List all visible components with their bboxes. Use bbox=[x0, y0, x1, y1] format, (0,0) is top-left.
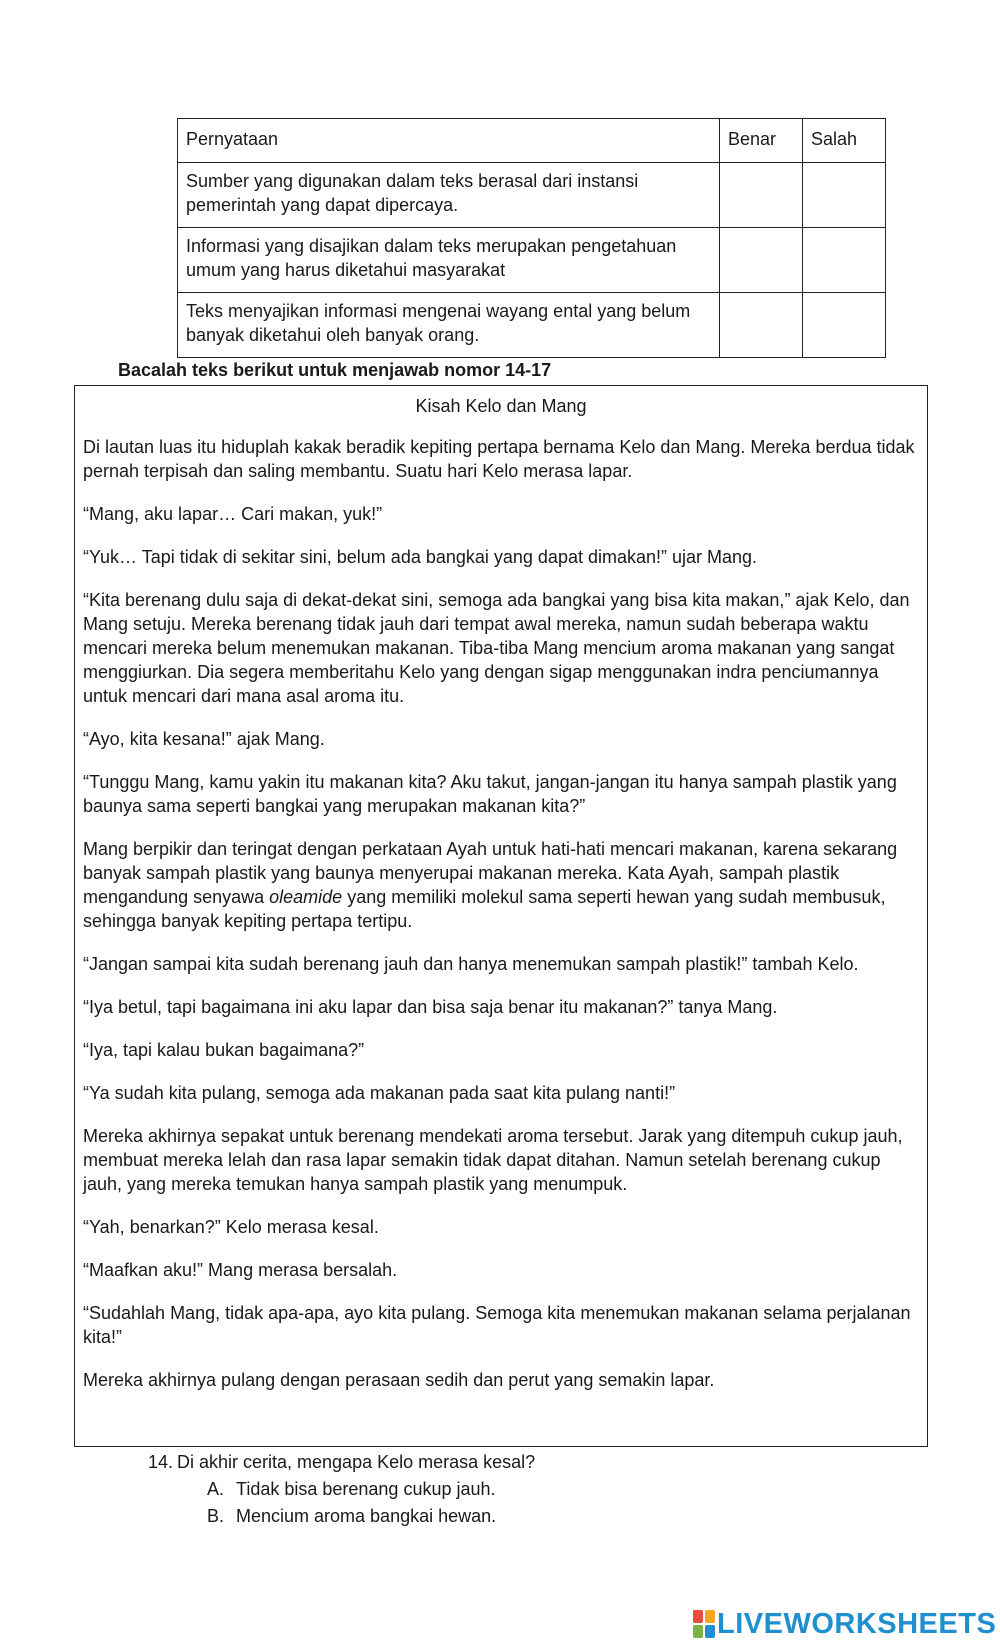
story-text: Mang berpikir dan teringat dengan perkataan Ayah untuk hati-hati mencari makanan, karena sekarang banyak sampah plastik yang baunya menyerupai makanan mereka. Kata Ayah, sampah plastik mengandung senyawa bbox=[83, 839, 898, 907]
option-b-letter[interactable]: B. bbox=[207, 1506, 225, 1526]
header-false: Salah bbox=[803, 119, 886, 163]
statement-cell: Informasi yang disajikan dalam teks merupakan pengetahuan umum yang harus diketahui masyarakat bbox=[178, 228, 720, 293]
false-answer-cell[interactable] bbox=[803, 293, 886, 358]
story-paragraph: “Jangan sampai kita sudah berenang jauh dan hanya menemukan sampah plastik!” tambah Kelo. bbox=[83, 954, 859, 974]
story-text: yang memiliki molekul sama seperti hewan yang sudah membusuk, sehingga banyak kepiting pertapa tertipu. bbox=[83, 887, 886, 931]
true-answer-cell[interactable] bbox=[720, 293, 803, 358]
story-term-italic: oleamide bbox=[269, 887, 343, 907]
header-statement: Pernyataan bbox=[178, 119, 720, 163]
false-answer-cell[interactable] bbox=[803, 228, 886, 293]
story-paragraph: Mereka akhirnya pulang dengan perasaan sedih dan perut yang semakin lapar. bbox=[83, 1370, 715, 1390]
logo-block bbox=[705, 1625, 715, 1638]
table-header-row bbox=[178, 119, 886, 163]
story-title: Kisah Kelo dan Mang bbox=[415, 396, 587, 416]
story-paragraph: “Mang, aku lapar… Cari makan, yuk!” bbox=[83, 504, 383, 524]
statement-table bbox=[177, 118, 886, 358]
option-a-letter[interactable]: A. bbox=[207, 1479, 225, 1499]
logo-block bbox=[693, 1625, 703, 1638]
story-paragraph bbox=[83, 837, 919, 933]
story-paragraph: Mereka akhirnya sepakat untuk berenang mendekati aroma tersebut. Jarak yang ditempuh cukup jauh, membuat mereka lelah dan rasa lapar semakin tidak dapat ditahan. Namun setelah berenang cukup jauh, yang mereka temukan hanya sampah plastik yang menumpuk. bbox=[83, 1126, 903, 1194]
story-paragraph: Di lautan luas itu hiduplah kakak beradik kepiting pertapa bernama Kelo dan Mang. Mereka berdua tidak pernah terpisah dan saling membantu. Suatu hari Kelo merasa lapar. bbox=[83, 437, 915, 481]
option-a-text[interactable]: Tidak bisa berenang cukup jauh. bbox=[236, 1479, 496, 1499]
true-answer-cell[interactable] bbox=[720, 163, 803, 228]
table-row bbox=[178, 163, 886, 228]
story-paragraph: “Maafkan aku!” Mang merasa bersalah. bbox=[83, 1260, 398, 1280]
logo-block bbox=[693, 1610, 703, 1623]
story-paragraph: “Yah, benarkan?” Kelo merasa kesal. bbox=[83, 1217, 379, 1237]
story-paragraph: “Ayo, kita kesana!” ajak Mang. bbox=[83, 729, 325, 749]
logo-blocks-icon bbox=[693, 1610, 715, 1638]
false-answer-cell[interactable] bbox=[803, 163, 886, 228]
story-paragraph: “Iya, tapi kalau bukan bagaimana?” bbox=[83, 1040, 365, 1060]
story-paragraph: “Sudahlah Mang, tidak apa-apa, ayo kita pulang. Semoga kita menemukan makanan selama perjalanan kita!” bbox=[83, 1303, 911, 1347]
story-paragraph: “Kita berenang dulu saja di dekat-dekat sini, semoga ada bangkai yang bisa kita makan,” ajak Kelo, dan Mang setuju. Mereka berenang tidak jauh dari tempat awal mereka, namun sudah beberapa waktu mencari mereka belum menemukan makanan. Tiba-tiba Mang mencium aroma makanan yang sangat menggiurkan. Dia segera memberitahu Kelo yang dengan sigap menggunakan indra penciumannya untuk mencari dari mana asal aroma itu. bbox=[83, 590, 910, 706]
table-row bbox=[178, 293, 886, 358]
story-paragraph: “Yuk… Tapi tidak di sekitar sini, belum ada bangkai yang dapat dimakan!” ujar Mang. bbox=[83, 547, 758, 567]
table-row bbox=[178, 228, 886, 293]
liveworksheets-logo bbox=[693, 1608, 996, 1640]
story-box bbox=[74, 385, 928, 1447]
option-b-text[interactable]: Mencium aroma bangkai hewan. bbox=[236, 1506, 497, 1526]
question-text: Di akhir cerita, mengapa Kelo merasa kesal? bbox=[177, 1452, 536, 1472]
logo-block bbox=[705, 1610, 715, 1623]
logo-text: LIVEWORKSHEETS bbox=[717, 1608, 997, 1640]
statement-cell: Teks menyajikan informasi mengenai wayang ental yang belum banyak diketahui oleh banyak orang. bbox=[178, 293, 720, 358]
question-number: 14. bbox=[148, 1452, 174, 1472]
story-paragraph: “Iya betul, tapi bagaimana ini aku lapar dan bisa saja benar itu makanan?” tanya Mang. bbox=[83, 997, 778, 1017]
story-paragraph: “Ya sudah kita pulang, semoga ada makanan pada saat kita pulang nanti!” bbox=[83, 1083, 676, 1103]
statement-cell: Sumber yang digunakan dalam teks berasal dari instansi pemerintah yang dapat dipercaya. bbox=[178, 163, 720, 228]
reading-instruction: Bacalah teks berikut untuk menjawab nomor 14-17 bbox=[118, 360, 552, 380]
true-answer-cell[interactable] bbox=[720, 228, 803, 293]
story-paragraph: “Tunggu Mang, kamu yakin itu makanan kita? Aku takut, jangan-jangan itu hanya sampah plastik yang baunya sama seperti bangkai yang merupakan makanan kita?” bbox=[83, 772, 897, 816]
header-true: Benar bbox=[720, 119, 803, 163]
